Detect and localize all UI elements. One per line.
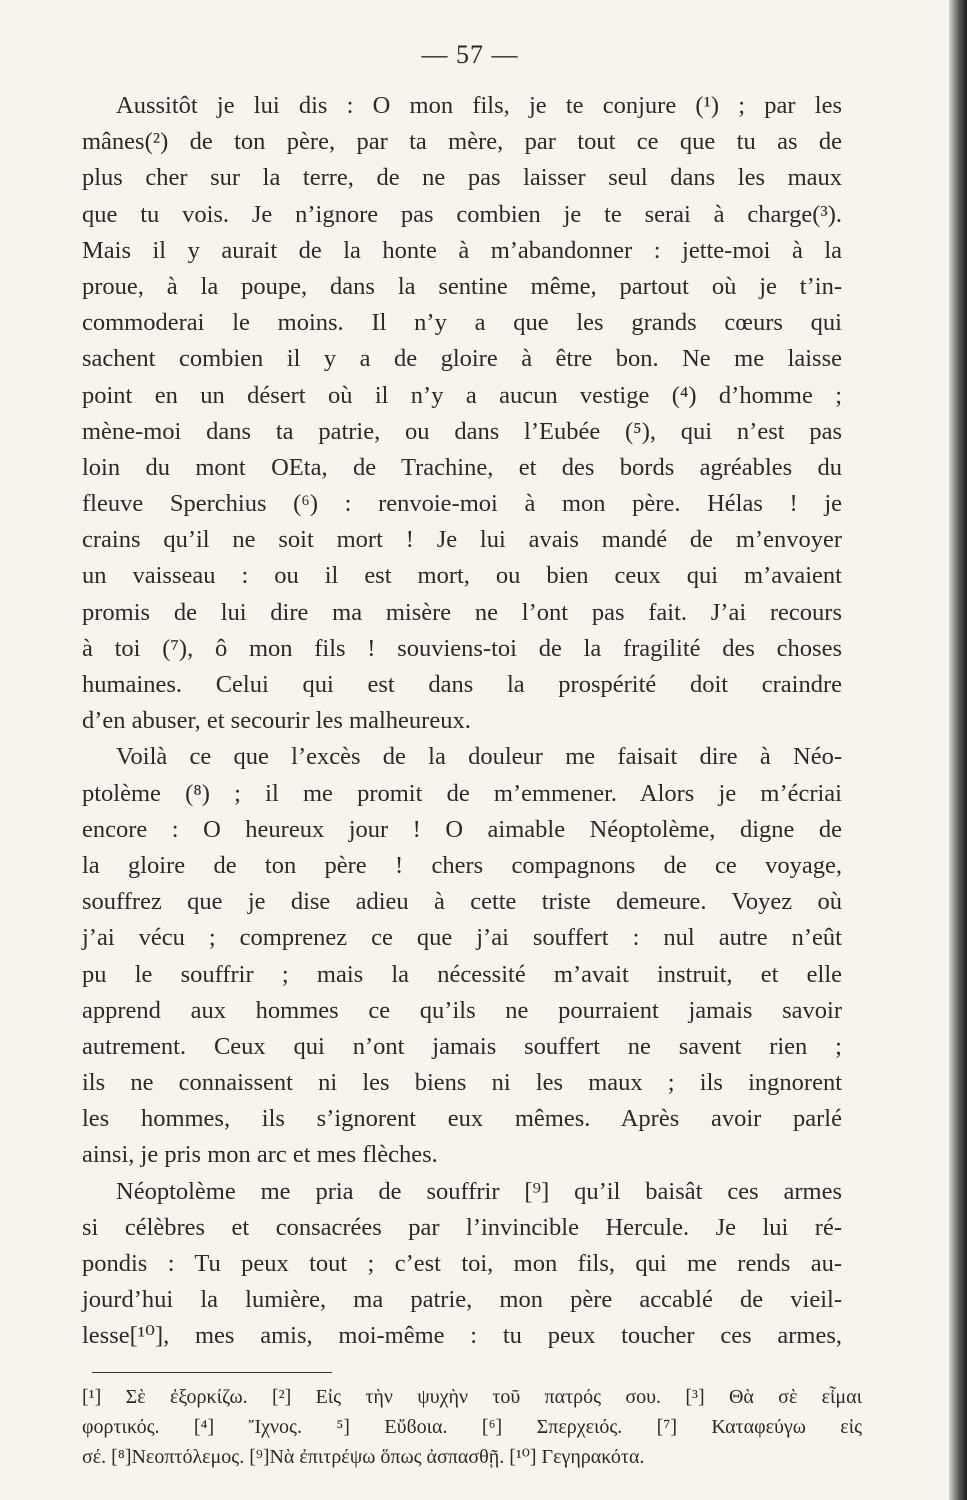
text-line: lesse[¹⁰], mes amis, moi-même : tu peux toucher ces armes, (82, 1322, 842, 1350)
text-line: jourd’hui la lumière, ma patrie, mon père accablé de vieil- (82, 1286, 842, 1314)
text-line: j’ai vécu ; comprenez ce que j’ai souffert : nul autre n’eût (82, 924, 842, 952)
footnotes (82, 1382, 862, 1472)
footnote-line: σέ. [⁸]Νεοπτόλεμος. [⁹]Νὰ ἐπιτρέψω ὅπως ἀσπασθῇ. [¹⁰] Γεγηρακότα. (82, 1446, 645, 1468)
book-spine-shadow (949, 0, 967, 1500)
text-line: autrement. Ceux qui n’ont jamais souffert ne savent rien ; (82, 1032, 842, 1060)
text-line: les hommes, ils s’ignorent eux mêmes. Après avoir parlé (82, 1105, 842, 1133)
text-line: loin du mont OEta, de Trachine, et des bords agréables du (82, 453, 842, 481)
text-line: pu le souffrir ; mais la nécessité m’avait instruit, et elle (82, 960, 842, 988)
text-line: crains qu’il ne soit mort ! Je lui avais mandé de m’envoyer (82, 526, 842, 554)
text-line: proue, à la poupe, dans la sentine même, partout où je t’in- (82, 272, 842, 300)
text-line: que tu vois. Je n’ignore pas combien je te serai à charge(³). (82, 200, 842, 228)
text-line: mène-moi dans ta patrie, ou dans l’Eubée (⁵), qui n’est pas (82, 417, 842, 445)
footnote-line: φορτικός. [⁴] Ἴχνος. ⁵] Εὔϐοια. [⁶] Σπερχειός. [⁷] Καταφεύγω εἰς (82, 1416, 862, 1438)
footnote-rule (92, 1372, 332, 1373)
text-line: commoderai le moins. Il n’y a que les grands cœurs qui (82, 309, 842, 337)
text-line: Aussitôt je lui dis : O mon fils, je te conjure (¹) ; par les (116, 92, 842, 119)
text-line: à toi (⁷), ô mon fils ! souviens-toi de la fragilité des choses (82, 634, 842, 662)
text-line: sachent combien il y a de gloire à être bon. Ne me laisse (82, 345, 842, 373)
body-text (82, 88, 842, 1355)
text-line: encore : O heureux jour ! O aimable Néoptolème, digne de (82, 815, 842, 843)
text-line: point en un désert où il n’y a aucun vestige (⁴) d’homme ; (82, 381, 842, 409)
text-line: d’en abuser, et secourir les malheureux. (82, 707, 471, 735)
text-line: ils ne connaissent ni les biens ni les maux ; ils ingnorent (82, 1069, 842, 1097)
text-line: promis de lui dire ma misère ne l’ont pas fait. J’ai recours (82, 598, 842, 626)
page-number: — 57 — (421, 40, 519, 69)
text-line: humaines. Celui qui est dans la prospérité doit craindre (82, 671, 842, 698)
text-line: souffrez que je dise adieu à cette triste demeure. Voyez où (82, 888, 842, 916)
text-line: fleuve Sperchius (⁶) : renvoie-moi à mon père. Hélas ! je (82, 490, 842, 518)
text-line: la gloire de ton père ! chers compagnons de ce voyage, (82, 851, 842, 879)
footnote-line: [¹] Σὲ ἐξορκίζω. [²] Εἰς τὴν ψυχὴν τοῦ πατρός σου. [³] Θὰ σὲ εἶμαι (82, 1386, 862, 1408)
text-line: apprend aux hommes ce qu’ils ne pourraient jamais savoir (82, 996, 842, 1024)
text-line: Néoptolème me pria de souffrir [⁹] qu’il baisât ces armes (116, 1177, 842, 1205)
text-line: ainsi, je pris mon arc et mes flèches. (82, 1141, 438, 1169)
text-line: un vaisseau : ou il est mort, ou bien ceux qui m’avaient (82, 562, 842, 590)
text-line: Voilà ce que l’excès de la douleur me faisait dire à Néo- (116, 743, 842, 771)
text-line: Mais il y aurait de la honte à m’abandonner : jette-moi à la (82, 236, 842, 264)
text-line: si célèbres et consacrées par l’invincible Hercule. Je lui ré- (82, 1213, 842, 1241)
text-line: mânes(²) de ton père, par ta mère, par tout ce que tu as de (82, 128, 842, 156)
text-line: ptolème (⁸) ; il me promit de m’emmener. Alors je m’écriai (82, 779, 842, 807)
text-line: plus cher sur la terre, de ne pas laisser seul dans les maux (82, 164, 842, 192)
text-line: pondis : Tu peux tout ; c’est toi, mon fils, qui me rends au- (82, 1250, 842, 1277)
